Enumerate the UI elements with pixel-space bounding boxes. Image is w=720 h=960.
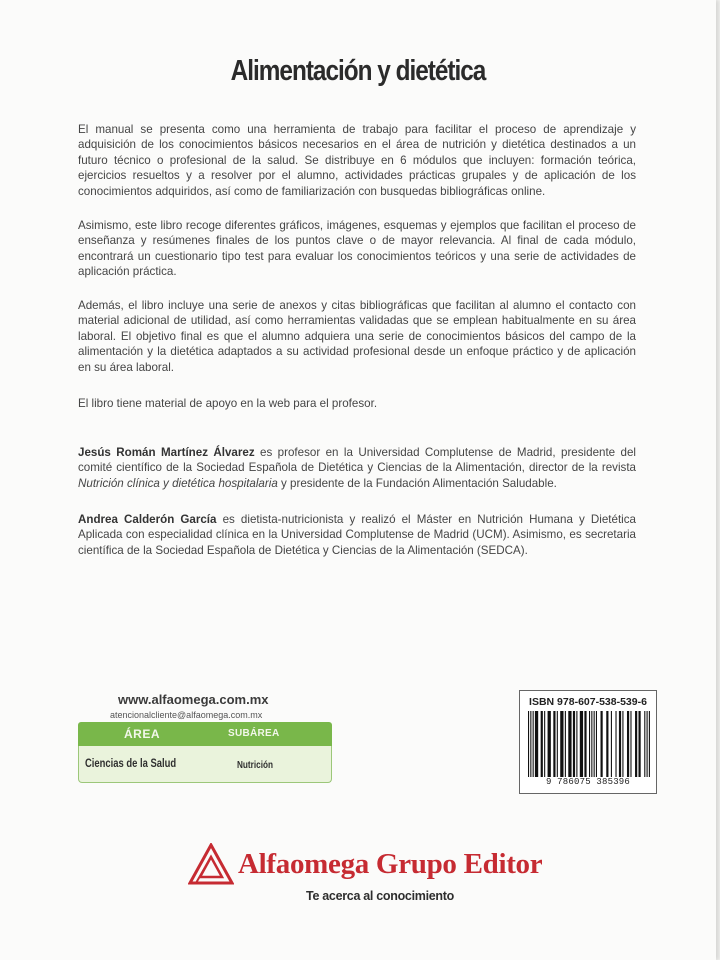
barcode-bar xyxy=(649,711,650,777)
isbn-label: ISBN 978-607-538-539-6 xyxy=(529,696,647,708)
paragraph-text: Además, el libro incluye una serie de anexos y citas bibliográficas que facilitan al alumno el contacto con material adicional de utilidad, así como herramientas validadas que se emplean habitualmente en su área laboral. El objetivo final es que el alumno adquiera una serie de conocimientos básicos del campo de la alimentación y la dietética adaptados a su actividad profesional desde un enfoque práctico y de aplicación en su área laboral. xyxy=(78,299,636,374)
barcode-bar xyxy=(596,711,597,777)
barcode-bar xyxy=(580,711,583,777)
description-paragraph-1 xyxy=(78,122,636,199)
description-paragraph-4 xyxy=(78,396,636,411)
author-bio-1 xyxy=(78,445,636,491)
barcode-bar xyxy=(544,711,545,777)
barcode-bar xyxy=(584,711,586,777)
barcode-bar xyxy=(573,711,575,777)
barcode-bar xyxy=(553,711,555,777)
barcode-bar xyxy=(548,711,551,777)
barcode-bar xyxy=(647,711,648,777)
paragraph-text: El manual se presenta como una herramienta de trabajo para facilitar el proceso de aprendizaje y adquisición de los conocimientos básicos necesarios en el área de nutrición y dietética destinados a un futuro técnico o profesional de la salud. Se distribuye en 6 módulos que incluyen: formación teórica, ejercicios resueltos y a resolver por el alumno, actividades prácticas grupales y de aplicación de los conocimientos adquiridos, así como de familiarización con busquedas bibliográficas online. xyxy=(78,123,636,198)
description-paragraph-2 xyxy=(78,218,636,280)
author-name: Jesús Román Martínez Álvarez xyxy=(78,446,255,459)
barcode-bar xyxy=(591,711,592,777)
author-bio-2 xyxy=(78,512,636,558)
barcode-bar xyxy=(611,711,612,777)
barcode-bar xyxy=(528,711,529,777)
publisher-website: www.alfaomega.com.mx xyxy=(118,692,269,707)
barcode-bar xyxy=(615,711,616,777)
classification-box xyxy=(78,722,332,788)
barcode-bar xyxy=(576,711,577,777)
barcode-bar xyxy=(627,711,629,777)
classification-body xyxy=(78,746,332,783)
barcode-bar xyxy=(630,711,631,777)
barcode-bar xyxy=(635,711,637,777)
barcode-bar xyxy=(589,711,590,777)
barcode-bar xyxy=(541,711,543,777)
author-name: Andrea Calderón García xyxy=(78,513,217,526)
isbn-barcode-block xyxy=(519,690,657,794)
description-paragraph-3 xyxy=(78,298,636,375)
barcode-bar xyxy=(622,711,623,777)
barcode-bar xyxy=(560,711,563,777)
author-bio-part: es dietista-nutricionista y realizó el Máster en Nutrición Humana y Dietética Aplicada con especialidad clínica en la Universidad Complutense de Madrid (UCM). Asimismo, es secretaria científica de la Sociedad Española de Dietética y Ciencias de la Alimentación (SEDCA). xyxy=(78,513,636,557)
publisher-email: atencionalcliente@alfaomega.com.mx xyxy=(110,710,263,720)
barcode-bar xyxy=(565,711,566,777)
area-label: ÁREA xyxy=(124,727,161,741)
barcode-icon xyxy=(528,711,650,777)
barcode-bar xyxy=(601,711,603,777)
author-bio-part: es profesor en la Universidad Complutense de Madrid, presidente del comité científico de la Sociedad Española de Dietética y Ciencias de la Alimentación, director de la revista xyxy=(78,446,636,475)
author-bio-part: y presidente de la Fundación Alimentación Saludable. xyxy=(277,476,557,490)
author-bio-text xyxy=(78,445,636,491)
barcode-bar xyxy=(644,711,645,777)
classification-header xyxy=(78,722,332,746)
barcode-bar xyxy=(568,711,571,777)
subarea-label: SUBÁREA xyxy=(228,728,280,739)
book-title: Alimentación y dietética xyxy=(230,55,486,87)
barcode-bar xyxy=(594,711,595,777)
isbn-digits: 9 786075 385396 xyxy=(545,777,630,787)
publisher-name: Alfaomega Grupo Editor xyxy=(238,848,543,880)
barcode-bar xyxy=(606,711,608,777)
subarea-value: Nutrición xyxy=(237,760,273,771)
barcode-bar xyxy=(533,711,534,777)
barcode-bar xyxy=(619,711,621,777)
barcode-bar xyxy=(638,711,640,777)
publisher-tagline: Te acerca al conocimiento xyxy=(306,889,454,903)
author-bio-text xyxy=(78,512,636,558)
journal-title: Nutrición clínica y dietética hospitalaria xyxy=(78,476,278,490)
alfaomega-logo-icon xyxy=(188,843,234,887)
paragraph-text: Asimismo, este libro recoge diferentes gráficos, imágenes, esquemas y ejemplos que facilitan el proceso de enseñanza y resúmenes finales de los puntos clave o de mayor relevancia. Al final de cada módulo, encontrará un cuestionario tipo test para evaluar los conocimientos teóricos y una serie de actividades de aplicación práctica. xyxy=(78,219,636,279)
area-value: Ciencias de la Salud xyxy=(85,758,177,770)
barcode-bar xyxy=(530,711,531,777)
paragraph-text: El libro tiene material de apoyo en la web para el profesor. xyxy=(78,397,378,410)
barcode-bar xyxy=(535,711,538,777)
barcode-bar xyxy=(557,711,558,777)
